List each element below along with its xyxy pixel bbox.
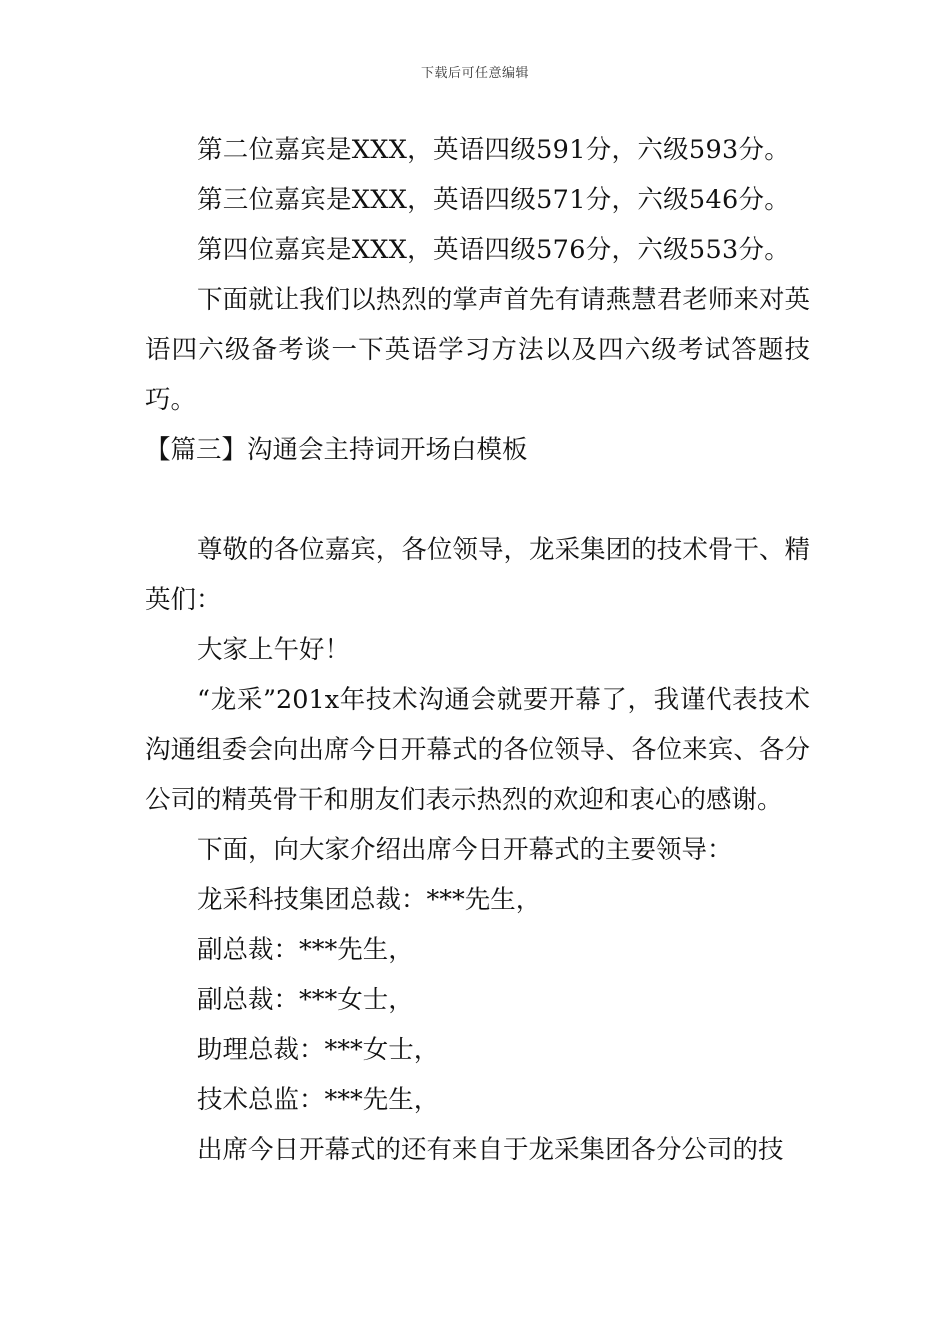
intro-leaders-paragraph: 下面，向大家介绍出席今日开幕式的主要领导： xyxy=(197,835,733,865)
greeting-paragraph: 大家上午好！ xyxy=(197,635,351,665)
leader-5-line: 技术总监：***先生， xyxy=(197,1085,440,1115)
page-header-note: 下载后可任意编辑 xyxy=(420,66,529,81)
guest-4-paragraph: 第四位嘉宾是XXX，英语四级576分，六级553分。 xyxy=(197,235,791,265)
guest-3-paragraph: 第三位嘉宾是XXX，英语四级571分，六级546分。 xyxy=(197,185,791,215)
invite-paragraph: 下面就让我们以热烈的掌声首先有请燕慧君老师来对英语四六级备考谈一下英语学习方法以及四六级考试答题技巧。 xyxy=(145,285,810,415)
document-body xyxy=(145,125,810,1175)
leader-4-line: 助理总裁：***女士， xyxy=(197,1035,440,1065)
salutation-paragraph: 尊敬的各位嘉宾，各位领导，龙采集团的技术骨干、精英们： xyxy=(145,535,810,615)
section-heading: 【篇三】沟通会主持词开场白模板 xyxy=(145,435,528,465)
leader-2-line: 副总裁：***先生， xyxy=(197,935,414,965)
opening-paragraph: “龙采”201x年技术沟通会就要开幕了，我谨代表技术沟通组委会向出席今日开幕式的各位领导、各位来宾、各分公司的精英骨干和朋友们表示热烈的欢迎和衷心的感谢。 xyxy=(145,685,810,815)
closing-partial-paragraph: 出席今日开幕式的还有来自于龙采集团各分公司的技 xyxy=(197,1135,784,1165)
blank-line xyxy=(145,475,810,525)
guest-2-paragraph: 第二位嘉宾是XXX，英语四级591分，六级593分。 xyxy=(197,135,791,165)
leader-3-line: 副总裁：***女士， xyxy=(197,985,414,1015)
leader-1-line: 龙采科技集团总裁：***先生， xyxy=(197,885,542,915)
